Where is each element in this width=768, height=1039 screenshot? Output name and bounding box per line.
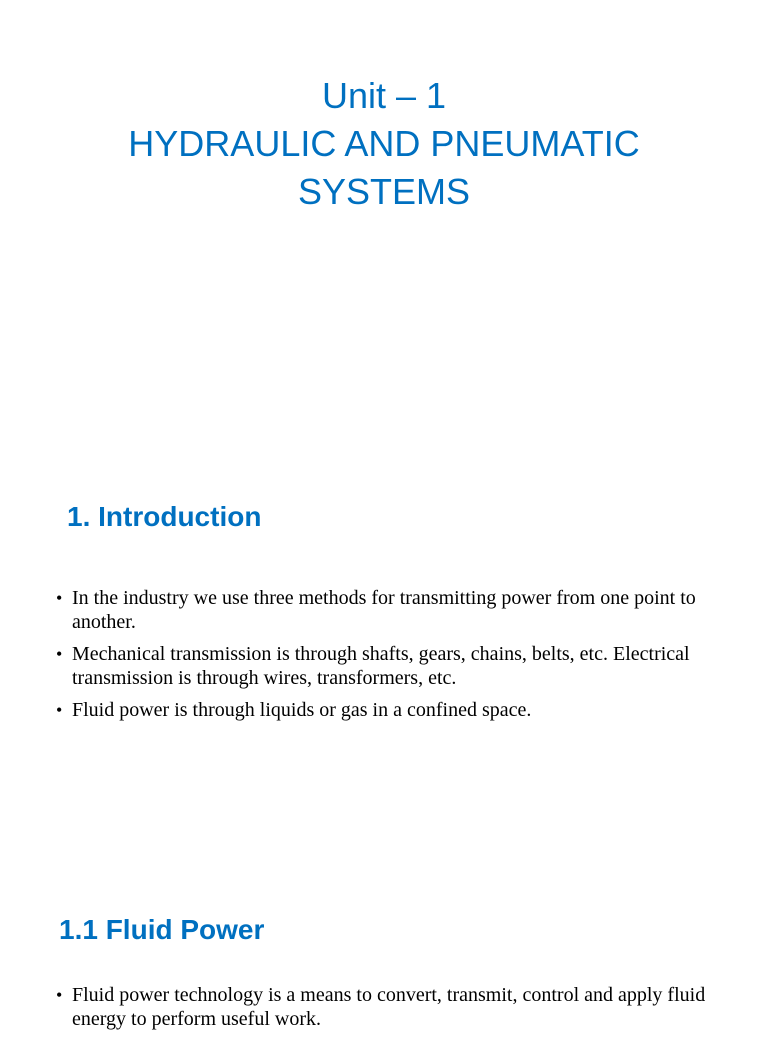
slide-title [0,72,768,216]
bullet-text: In the industry we use three methods for transmitting power from one point to another. [72,587,696,633]
bullet-icon: • [56,644,63,664]
section-heading-fluid-power: 1.1 Fluid Power [59,914,265,945]
fluid-power-bullet-list [56,983,746,1039]
slide-title-line-3: SYSTEMS [297,171,471,212]
slide-title-line-1: Unit – 1 [321,75,447,116]
section-heading-introduction: 1. Introduction [67,501,262,532]
bullet-icon: • [56,700,63,720]
bullet-text: Fluid power technology is a means to convert, transmit, control and apply fluid energy to perform useful work. [72,984,706,1030]
bullet-text: Fluid power is through liquids or gas in a confined space. [72,699,532,721]
bullet-text: Mechanical transmission is through shafts, gears, chains, belts, etc. Electrical transmission is through wires, transformers, etc. [72,643,690,689]
list-item [56,698,746,722]
list-item [56,642,746,690]
bullet-icon: • [56,985,63,1005]
bullet-icon: • [56,588,63,608]
introduction-bullet-list [56,586,746,730]
slide-title-line-2: HYDRAULIC AND PNEUMATIC [128,123,640,164]
list-item [56,586,746,634]
